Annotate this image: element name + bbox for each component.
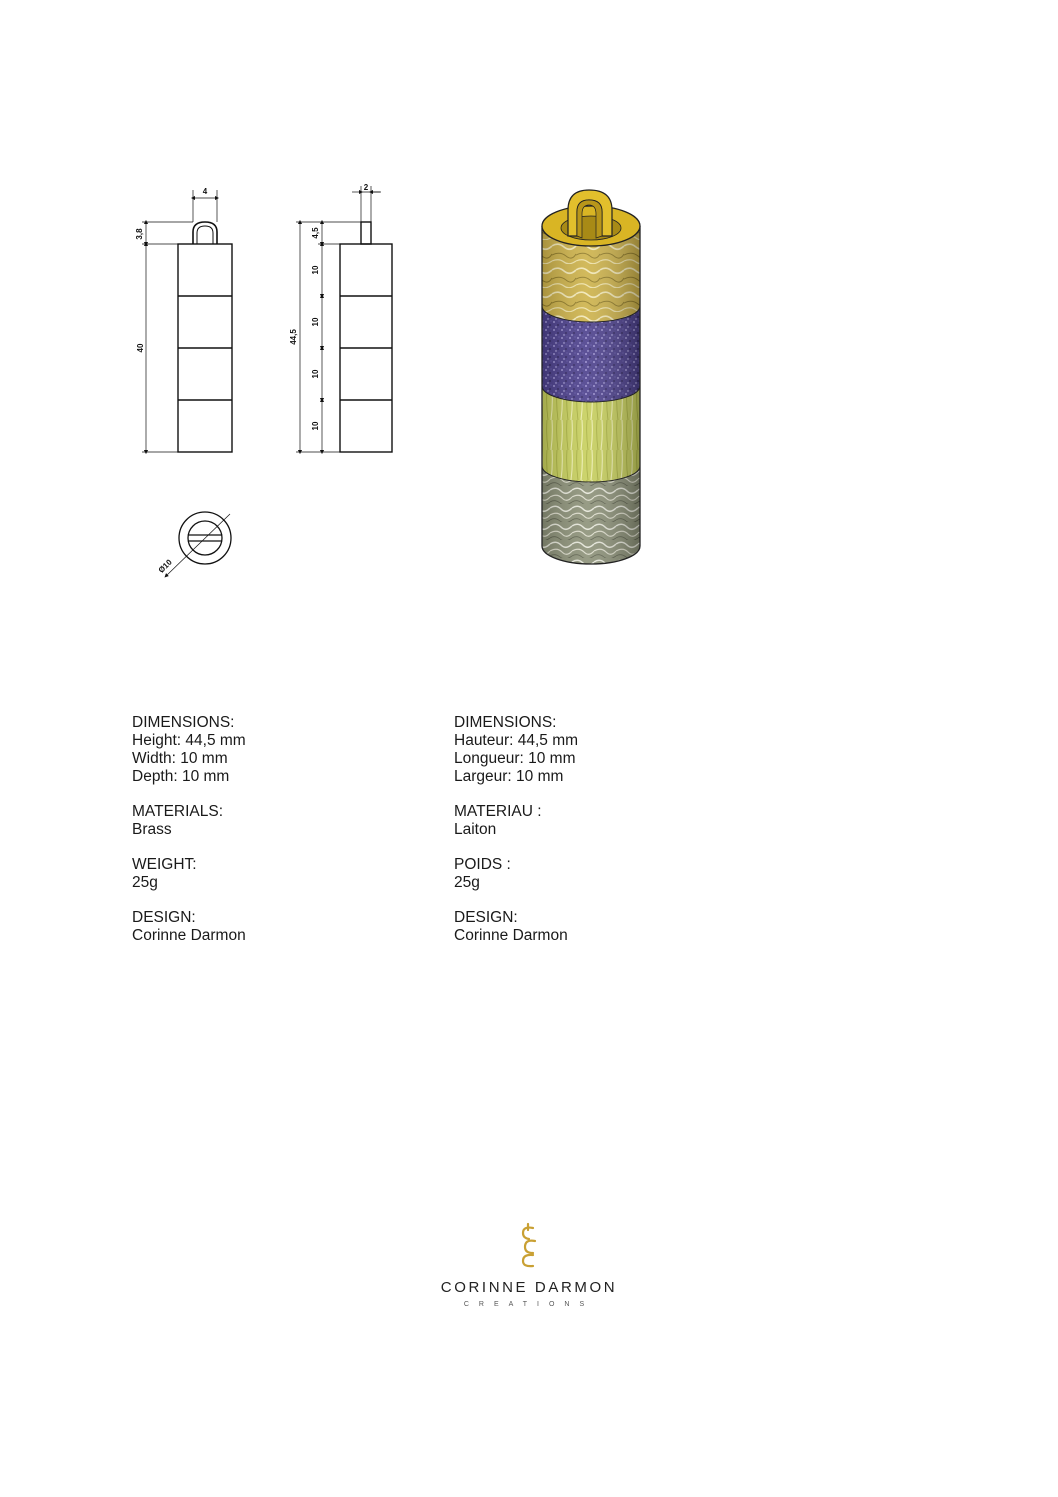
dimensions-label: DIMENSIONS: xyxy=(132,714,235,731)
height-value: Hauteur: 44,5 mm xyxy=(454,732,579,749)
weight-value: 25g xyxy=(454,874,480,891)
materials-block xyxy=(132,803,392,839)
weight-label: WEIGHT: xyxy=(132,856,197,873)
width-value: Longueur: 10 mm xyxy=(454,750,576,767)
materials-value: Laiton xyxy=(454,821,497,838)
front-loop-height-label: 3,8 xyxy=(135,228,144,240)
dimensions-label: DIMENSIONS: xyxy=(454,714,557,731)
specs-french xyxy=(454,714,714,962)
front-body-height-label: 40 xyxy=(136,343,145,353)
side-segment-label: 10 xyxy=(311,369,320,379)
weight-value: 25g xyxy=(132,874,158,891)
materials-label: MATERIAU : xyxy=(454,803,542,820)
side-segment-label: 10 xyxy=(311,317,320,327)
dimensions-block xyxy=(132,714,392,786)
side-loop-height-label: 4,5 xyxy=(311,227,320,239)
design-value: Corinne Darmon xyxy=(132,927,246,944)
weight-block xyxy=(132,856,392,892)
depth-value: Depth: 10 mm xyxy=(132,768,230,785)
specs-english xyxy=(132,714,392,962)
side-total-height-label: 44,5 xyxy=(289,329,298,345)
weight-block xyxy=(454,856,714,892)
top-view xyxy=(166,512,231,576)
height-value: Height: 44,5 mm xyxy=(132,732,246,749)
top-diameter-label: Ø10 xyxy=(156,557,174,575)
design-block xyxy=(132,909,392,945)
technical-drawing xyxy=(0,0,1058,700)
design-value: Corinne Darmon xyxy=(454,927,568,944)
brand-logo xyxy=(0,1222,1058,1277)
design-label: DESIGN: xyxy=(132,909,196,926)
side-loop xyxy=(361,222,371,244)
materials-block xyxy=(454,803,714,839)
dimensions-block xyxy=(454,714,714,786)
side-segment-label: 10 xyxy=(311,421,320,431)
brand-name: CORINNE DARMON xyxy=(440,1279,618,1296)
materials-label: MATERIALS: xyxy=(132,803,224,820)
depth-value: Largeur: 10 mm xyxy=(454,768,564,785)
front-view xyxy=(142,190,232,452)
brand-subtitle: CREATIONS xyxy=(463,1301,595,1308)
front-loop-width-label: 4 xyxy=(202,187,208,196)
width-value: Width: 10 mm xyxy=(132,750,228,767)
design-block xyxy=(454,909,714,945)
design-label: DESIGN: xyxy=(454,909,518,926)
side-loop-width-label: 2 xyxy=(363,183,369,192)
pendant-render xyxy=(542,190,640,564)
materials-value: Brass xyxy=(132,821,172,838)
side-segment-label: 10 xyxy=(311,265,320,275)
brand-monogram-icon xyxy=(509,1222,549,1272)
weight-label: POIDS : xyxy=(454,856,511,873)
